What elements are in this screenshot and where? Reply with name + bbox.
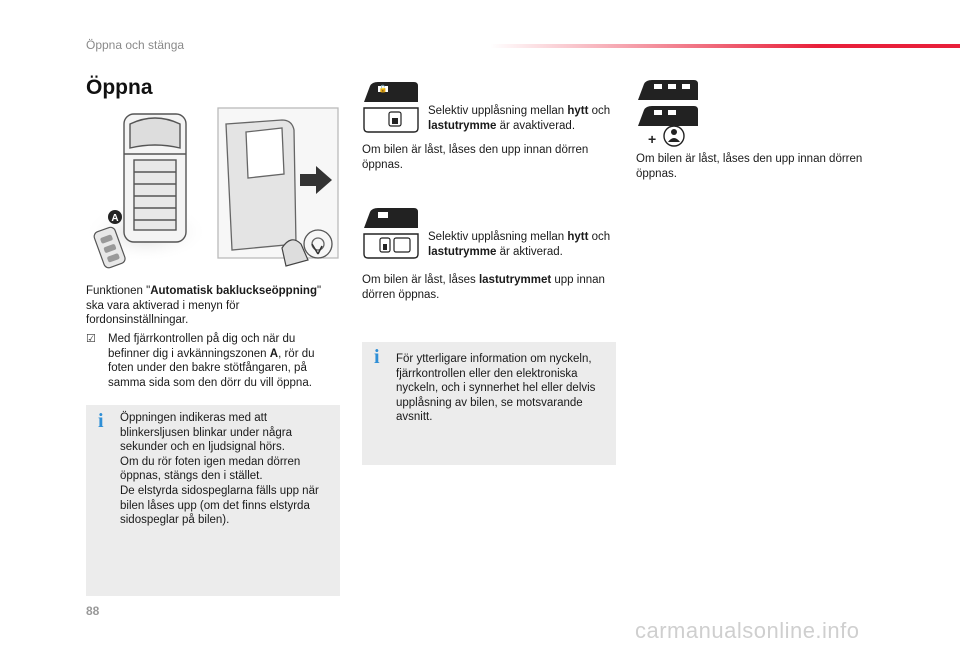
right-column-note: Om bilen är låst, låses den upp innan dörren öppnas.	[636, 153, 863, 180]
selective-off-text: Selektiv upplåsning mellan hytt och lastutrymme är avaktiverad.	[428, 105, 611, 132]
header-accent-bar	[490, 44, 960, 48]
info-box-opening-text	[120, 411, 334, 528]
info-line-1: Öppningen indikeras med att blinkersljusen blinkar under några sekunder och en ljudsignal hörs.	[120, 412, 292, 454]
section-title: Öppna	[86, 76, 153, 99]
bullet-marker-icon: ☑	[86, 333, 96, 345]
header-title: Öppna och stänga	[86, 38, 185, 52]
info-box-further-text: För ytterligare information om nyckeln, fjärrkontrollen eller den elektroniska nyckeln, och i synnerhet hel eller delvis upplåsning av bilen, se motsvarande avsnitt.	[396, 353, 596, 424]
svg-text:🔓: 🔓	[378, 86, 388, 93]
selective-on-text: Selektiv upplåsning mellan hytt och lastutrymme är aktiverad.	[428, 231, 611, 258]
zone-label: A	[111, 213, 119, 224]
page-number: 88	[86, 604, 100, 618]
info-icon: i	[98, 410, 104, 432]
intro-paragraph: Funktionen "Automatisk bakluckseöppning" ska vara aktiverad i menyn för fordonsinställningar.	[86, 285, 322, 327]
van-unlock-cargo-icon	[362, 204, 420, 262]
info-line-3: De elstyrda sidospeglarna fälls upp när bilen låses upp (om det finns elstyrda sidospeglar på bilen).	[120, 484, 319, 527]
passenger-van-icons	[636, 78, 702, 148]
info-icon: i	[374, 346, 380, 368]
selective-on-note: Om bilen är låst, låses lastutrymmet upp innan dörren öppnas.	[362, 274, 605, 301]
watermark: carmanualsonline.info	[635, 618, 860, 643]
van-top-view	[124, 114, 186, 242]
svg-text:+: +	[648, 131, 657, 147]
bullet-text: Med fjärrkontrollen på dig och när du befinner dig i avkänningszonen A, rör du foten under den bakre stötfångaren, på samma sida som den dörr du vill öppna.	[108, 333, 315, 389]
foot-sensor-illustration	[86, 104, 340, 276]
van-unlock-all-icon	[362, 78, 420, 136]
selective-off-note: Om bilen är låst, låses den upp innan dörren öppnas.	[362, 144, 589, 171]
info-line-2: Om du rör foten igen medan dörren öppnas, stängs den i stället.	[120, 455, 301, 483]
